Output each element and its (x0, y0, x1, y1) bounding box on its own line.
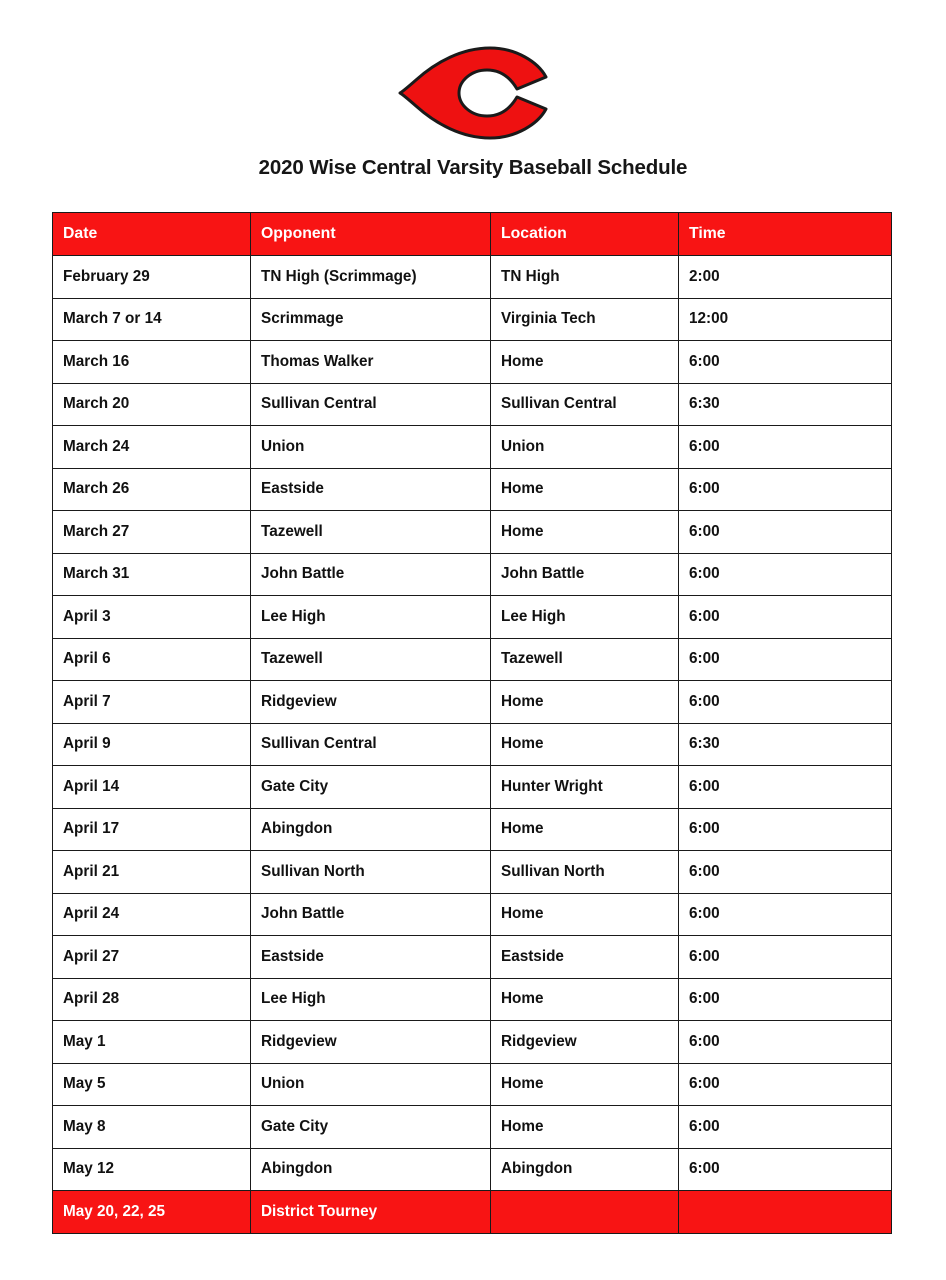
game-opponent: Ridgeview (251, 1021, 491, 1064)
game-date: April 28 (53, 978, 251, 1021)
game-date: March 31 (53, 553, 251, 596)
game-location: TN High (491, 256, 679, 299)
team-logo (0, 0, 946, 142)
game-date: March 7 or 14 (53, 298, 251, 341)
game-time: 6:00 (679, 596, 892, 639)
table-row (53, 723, 892, 766)
game-location: Tazewell (491, 638, 679, 681)
column-header-date: Date (53, 213, 251, 256)
game-time: 6:00 (679, 808, 892, 851)
game-date: April 6 (53, 638, 251, 681)
game-location: Home (491, 681, 679, 724)
game-location: Eastside (491, 936, 679, 979)
game-location: Home (491, 808, 679, 851)
table-row (53, 596, 892, 639)
game-time: 6:00 (679, 1148, 892, 1191)
game-time: 6:00 (679, 468, 892, 511)
game-time: 6:00 (679, 1106, 892, 1149)
game-opponent: Eastside (251, 468, 491, 511)
game-date: April 7 (53, 681, 251, 724)
table-header (53, 213, 892, 256)
game-opponent: Gate City (251, 1106, 491, 1149)
table-body (53, 256, 892, 1234)
game-opponent: Abingdon (251, 1148, 491, 1191)
game-time: 12:00 (679, 298, 892, 341)
game-time: 2:00 (679, 256, 892, 299)
table-row (53, 893, 892, 936)
table-row (53, 256, 892, 299)
game-time: 6:00 (679, 936, 892, 979)
game-opponent: TN High (Scrimmage) (251, 256, 491, 299)
game-date: May 1 (53, 1021, 251, 1064)
table-row (53, 1063, 892, 1106)
game-date: March 24 (53, 426, 251, 469)
game-time: 6:00 (679, 426, 892, 469)
game-location: Home (491, 978, 679, 1021)
game-date: April 24 (53, 893, 251, 936)
game-opponent: Union (251, 1063, 491, 1106)
game-time: 6:30 (679, 383, 892, 426)
table-row (53, 851, 892, 894)
game-time: 6:00 (679, 1063, 892, 1106)
game-time: 6:00 (679, 681, 892, 724)
table-row (53, 511, 892, 554)
game-date: May 20, 22, 25 (53, 1191, 251, 1234)
game-date: May 8 (53, 1106, 251, 1149)
game-time: 6:00 (679, 851, 892, 894)
game-location: Hunter Wright (491, 766, 679, 809)
game-opponent: Gate City (251, 766, 491, 809)
game-opponent: Sullivan Central (251, 383, 491, 426)
game-location: Home (491, 723, 679, 766)
table-row (53, 553, 892, 596)
table-row (53, 808, 892, 851)
game-date: March 20 (53, 383, 251, 426)
game-opponent: Lee High (251, 596, 491, 639)
game-opponent: Union (251, 426, 491, 469)
game-location: Home (491, 1063, 679, 1106)
game-date: February 29 (53, 256, 251, 299)
game-opponent: Lee High (251, 978, 491, 1021)
table-row (53, 468, 892, 511)
game-time: 6:00 (679, 553, 892, 596)
column-header-location: Location (491, 213, 679, 256)
table-row (53, 1106, 892, 1149)
game-date: March 16 (53, 341, 251, 384)
game-date: May 12 (53, 1148, 251, 1191)
game-time: 6:00 (679, 1021, 892, 1064)
game-location: Home (491, 1106, 679, 1149)
game-opponent: Scrimmage (251, 298, 491, 341)
game-date: April 14 (53, 766, 251, 809)
game-location: Sullivan North (491, 851, 679, 894)
game-time: 6:00 (679, 766, 892, 809)
game-time: 6:30 (679, 723, 892, 766)
wishbone-c-logo-icon (398, 44, 548, 142)
game-time: 6:00 (679, 511, 892, 554)
game-opponent: Eastside (251, 936, 491, 979)
table-row (53, 1191, 892, 1234)
game-opponent: John Battle (251, 893, 491, 936)
game-date: March 26 (53, 468, 251, 511)
table-row (53, 383, 892, 426)
table-row (53, 426, 892, 469)
table-row (53, 936, 892, 979)
game-date: March 27 (53, 511, 251, 554)
table-row (53, 681, 892, 724)
game-opponent: Sullivan North (251, 851, 491, 894)
column-header-opponent: Opponent (251, 213, 491, 256)
game-opponent: Tazewell (251, 638, 491, 681)
game-location: Ridgeview (491, 1021, 679, 1064)
page-title: 2020 Wise Central Varsity Baseball Schedule (258, 156, 688, 179)
table-row (53, 298, 892, 341)
game-location: John Battle (491, 553, 679, 596)
game-opponent: Abingdon (251, 808, 491, 851)
column-header-time: Time (679, 213, 892, 256)
game-opponent: Ridgeview (251, 681, 491, 724)
game-location: Lee High (491, 596, 679, 639)
table-row (53, 1148, 892, 1191)
table-row (53, 978, 892, 1021)
game-location: Home (491, 511, 679, 554)
table-row (53, 638, 892, 681)
game-opponent: Thomas Walker (251, 341, 491, 384)
game-location: Abingdon (491, 1148, 679, 1191)
game-date: April 21 (53, 851, 251, 894)
table-row (53, 766, 892, 809)
game-location: Home (491, 341, 679, 384)
game-time: 6:00 (679, 638, 892, 681)
game-location: Union (491, 426, 679, 469)
game-location: Virginia Tech (491, 298, 679, 341)
game-location (491, 1191, 679, 1234)
game-date: April 27 (53, 936, 251, 979)
game-opponent: Tazewell (251, 511, 491, 554)
game-location: Home (491, 468, 679, 511)
table-header-row (53, 213, 892, 256)
table-row (53, 1021, 892, 1064)
game-location: Sullivan Central (491, 383, 679, 426)
game-date: April 9 (53, 723, 251, 766)
schedule-table-container (52, 212, 891, 1234)
game-time (679, 1191, 892, 1234)
game-date: April 17 (53, 808, 251, 851)
game-date: April 3 (53, 596, 251, 639)
game-time: 6:00 (679, 893, 892, 936)
game-opponent: District Tourney (251, 1191, 491, 1234)
schedule-table (52, 212, 892, 1234)
game-location: Home (491, 893, 679, 936)
table-row (53, 341, 892, 384)
game-opponent: John Battle (251, 553, 491, 596)
game-opponent: Sullivan Central (251, 723, 491, 766)
game-time: 6:00 (679, 978, 892, 1021)
game-date: May 5 (53, 1063, 251, 1106)
game-time: 6:00 (679, 341, 892, 384)
